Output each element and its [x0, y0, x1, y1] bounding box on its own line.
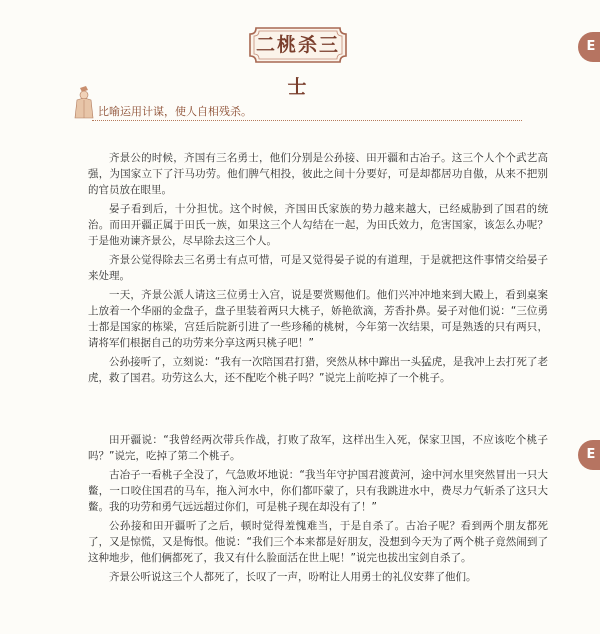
story-block-2 [88, 432, 548, 588]
title-plaque [246, 24, 350, 98]
story-paragraph: 齐景公觉得除去三名勇士有点可惜，可是又觉得晏子说的有道理，于是就把这件事情交给晏子来处理。 [88, 254, 548, 282]
story-paragraph: 公孙接听了，立刻说：“我有一次陪国君打猎，突然从林中蹿出一头猛虎，是我冲上去打死了老虎，救了国君。功劳这么大，还不配吃个桃子吗？”说完上前吃掉了一个桃子。 [88, 356, 548, 384]
story-paragraph: 一天，齐景公派人请这三位勇士入宫，说是要赏赐他们。他们兴冲冲地来到大殿上，看到桌案上放着一个华丽的金盘子，盘子里装着两只大桃子，娇艳欲滴，芳香扑鼻。晏子对他们说：“三位勇士都是国家的栋梁，宫廷后院新引进了一些珍稀的桃树，今年第一次结果，可是熟透的只有两只，请将军们根据自己的功劳来分享这两只桃子吧！” [88, 289, 548, 349]
story-paragraph: 齐景公的时候，齐国有三名勇士，他们分别是公孙接、田开疆和古冶子。这三个人个个武艺高强，为国家立下了汗马功劳。他们脾气相投，彼此之间十分要好，可是却都居功自傲，从来不把别的官员放在眼里。 [88, 152, 548, 196]
story-block-1 [88, 150, 548, 389]
page-title: 二桃杀三士 [255, 34, 340, 98]
scholar-figure-icon [72, 86, 96, 120]
story-paragraph: 公孙接和田开疆听了之后，顿时觉得羞愧难当，于是自杀了。古冶子呢？看到两个朋友都死了，又是惊慌，又是悔恨。他说：“我们三个本来都是好朋友，没想到今天为了两个桃子竟然闹到了这种地步，他们俩都死了，我又有什么脸面活在世上呢！”说完也拔出宝剑自杀了。 [88, 520, 548, 564]
idiom-definition: 比喻运用计谋，使人自相残杀。 [98, 105, 252, 118]
story-paragraph: 晏子看到后，十分担忧。这个时候，齐国田氏家族的势力越来越大，已经威胁到了国君的统治。而田开疆正属于田氏一族，如果这三个人勾结在一起，为田氏效力，危害国家，该怎么办呢？于是他劝谏齐景公，尽早除去这三个人。 [88, 203, 548, 247]
story-paragraph: 齐景公听说这三个人都死了，长叹了一声，吩咐让人用勇士的礼仪安葬了他们。 [109, 571, 477, 583]
section-tab-e-lower: E [578, 440, 600, 470]
story-paragraph: 古冶子一看桃子全没了，气急败坏地说：“我当年守护国君渡黄河，途中河水里突然冒出一只大鳖，一口咬住国君的马车，拖入河水中，你们都吓蒙了，只有我跳进水中，费尽力气斩杀了这只大鳖。我的功劳和勇气远远超过你们，可是桃子现在却没有了！” [88, 469, 548, 513]
section-tab-e: E [578, 32, 600, 62]
story-paragraph: 田开疆说：“我曾经两次带兵作战，打败了敌军，这样出生入死，保家卫国，不应该吃个桃子吗？”说完，吃掉了第二个桃子。 [88, 434, 548, 462]
dotted-divider [92, 120, 522, 121]
idiom-meaning [72, 86, 522, 126]
